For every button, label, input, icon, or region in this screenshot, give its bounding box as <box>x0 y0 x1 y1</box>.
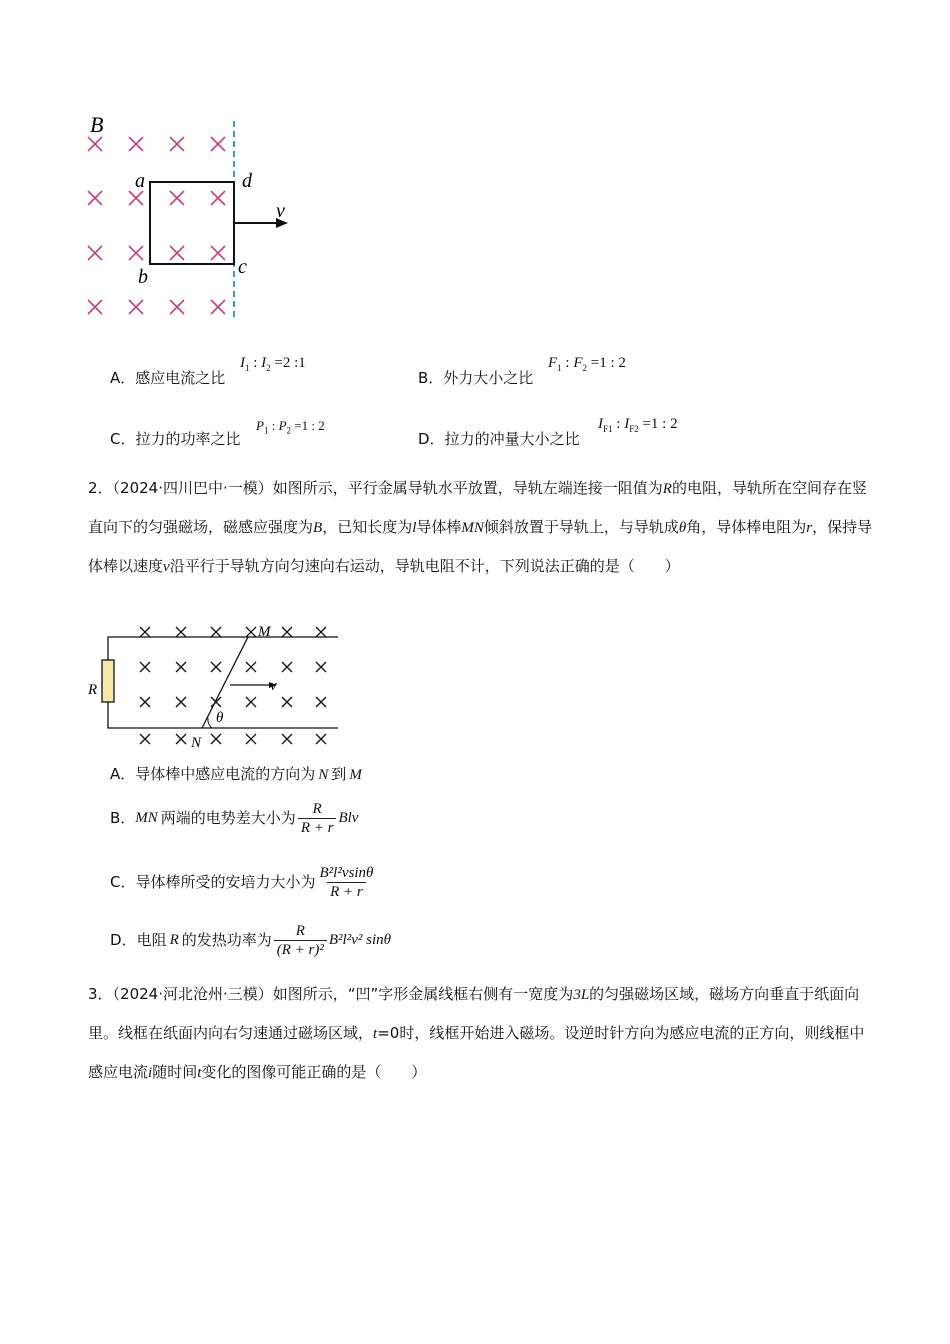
field-cross <box>170 137 184 151</box>
field-cross <box>211 697 221 707</box>
ratio-1d: $I_{F1}$ : $I_{F2} =1$ : 2 <box>598 416 678 434</box>
field-label-B: B <box>90 112 104 137</box>
option-text: 外力大小之比 <box>443 369 534 387</box>
field-cross <box>246 662 256 672</box>
option-2b[interactable]: B． MN 两端的电势差大小为 $\frac{R}{R + r}$ Blv <box>110 801 359 836</box>
field-cross <box>211 191 225 205</box>
option-2d[interactable]: D． 电阻 R 的发热功率为 $\frac{R}{\text{(R + r)²}}$ B²l²v² sinθ <box>110 923 391 958</box>
field-cross <box>176 662 186 672</box>
rod-label-N: N <box>191 735 202 751</box>
field-cross <box>140 734 150 744</box>
field-cross <box>129 246 143 260</box>
field-cross <box>282 697 292 707</box>
velocity-label: v <box>276 200 285 222</box>
option-1c[interactable] <box>110 432 241 447</box>
field-cross <box>211 137 225 151</box>
angle-arc <box>208 718 212 728</box>
resistor-label: R <box>88 682 98 698</box>
field-cross <box>316 697 326 707</box>
option-letter: B． <box>418 369 444 387</box>
field-cross <box>88 137 102 151</box>
field-cross <box>282 627 292 637</box>
field-cross <box>211 300 225 314</box>
field-cross <box>170 300 184 314</box>
field-cross <box>129 300 143 314</box>
option-letter: A． <box>110 369 136 387</box>
corner-label-c: c <box>238 256 247 278</box>
field-cross <box>246 697 256 707</box>
field-cross <box>140 662 150 672</box>
field-cross <box>176 697 186 707</box>
angle-label: θ <box>216 710 224 726</box>
field-cross <box>316 662 326 672</box>
field-cross <box>211 734 221 744</box>
magnetic-field-crosses <box>88 137 225 314</box>
field-cross <box>246 627 256 637</box>
field-cross <box>129 191 143 205</box>
figure-1-square-loop <box>80 105 310 325</box>
fraction: $\frac{\text{B²l²vsinθ}}{R + r}$ <box>319 865 374 900</box>
option-1b[interactable] <box>418 371 533 386</box>
corner-label-d: d <box>242 170 252 192</box>
fraction: $\frac{R}{\text{(R + r)²}}$ <box>274 922 327 959</box>
field-cross <box>88 300 102 314</box>
velocity-label: v <box>270 678 277 694</box>
ratio-1a: $I_1$ : $I_2 =2$ :1 <box>240 355 306 373</box>
field-cross <box>316 627 326 637</box>
field-cross <box>246 734 256 744</box>
fraction: $\frac{R}{R + r}$ <box>298 800 337 837</box>
field-cross <box>170 191 184 205</box>
option-text: 拉力的功率之比 <box>135 430 241 448</box>
ratio-1c: $P_1$ : $P_2 =1$ : 2 <box>256 418 325 436</box>
field-cross <box>282 734 292 744</box>
top-rail <box>108 637 338 660</box>
corner-label-a: a <box>135 170 145 192</box>
option-text: 感应电流之比 <box>135 369 226 387</box>
field-cross <box>140 627 150 637</box>
conductor-rod-MN <box>202 637 248 728</box>
field-cross <box>176 734 186 744</box>
option-letter: C． <box>110 430 136 448</box>
option-letter: D． <box>418 430 445 448</box>
option-2c[interactable]: C． 导体棒所受的安培力大小为 $\frac{\text{B²l²vsinθ}}{R + r}$ <box>110 865 374 900</box>
corner-label-b: b <box>138 266 148 288</box>
field-cross <box>211 627 221 637</box>
field-cross <box>170 246 184 260</box>
figure-2-rail-circuit <box>80 618 350 753</box>
ratio-1b: $F_1$ : $F_2 =1$ : 2 <box>548 355 626 373</box>
option-2a[interactable]: A．导体棒中感应电流的方向为 N 到 M <box>110 765 362 783</box>
resistor <box>102 660 114 702</box>
field-cross <box>88 191 102 205</box>
question-2-stem: 2．（2024·四川巴中·一模）如图所示，平行金属导轨水平放置，导轨左端连接一阻值为R的电阻，导轨所在空间存在竖直向下的匀强磁场，磁感应强度为B，已知长度为l导体棒MN倾斜放置于导轨上，与导轨成θ角，导体棒电阻为r，保持导体棒以速度v沿平行于导轨方向匀速向右运动，导轨电阻不计，下列说法正确的是（ ） <box>88 479 873 575</box>
field-cross <box>211 246 225 260</box>
field-cross <box>140 697 150 707</box>
field-cross <box>282 662 292 672</box>
rod-label-M: M <box>258 624 271 640</box>
field-cross <box>88 246 102 260</box>
field-cross <box>211 662 221 672</box>
option-1d[interactable] <box>418 432 580 447</box>
question-3-stem: 3．（2024·河北沧州·三模）如图所示，“凹”字形金属线框右侧有一宽度为3L的匀强磁场区域，磁场方向垂直于纸面向里。线框在纸面内向右匀速通过磁场区域，t=0时，线框开始进入磁场。设逆时针方向为感应电流的正方向，则线框中感应电流i随时间t变化的图像可能正确的是（ ） <box>88 985 865 1081</box>
field-cross <box>129 137 143 151</box>
field-cross <box>316 734 326 744</box>
option-1a[interactable] <box>110 371 225 386</box>
field-cross <box>176 627 186 637</box>
option-text: 拉力的冲量大小之比 <box>444 430 580 448</box>
